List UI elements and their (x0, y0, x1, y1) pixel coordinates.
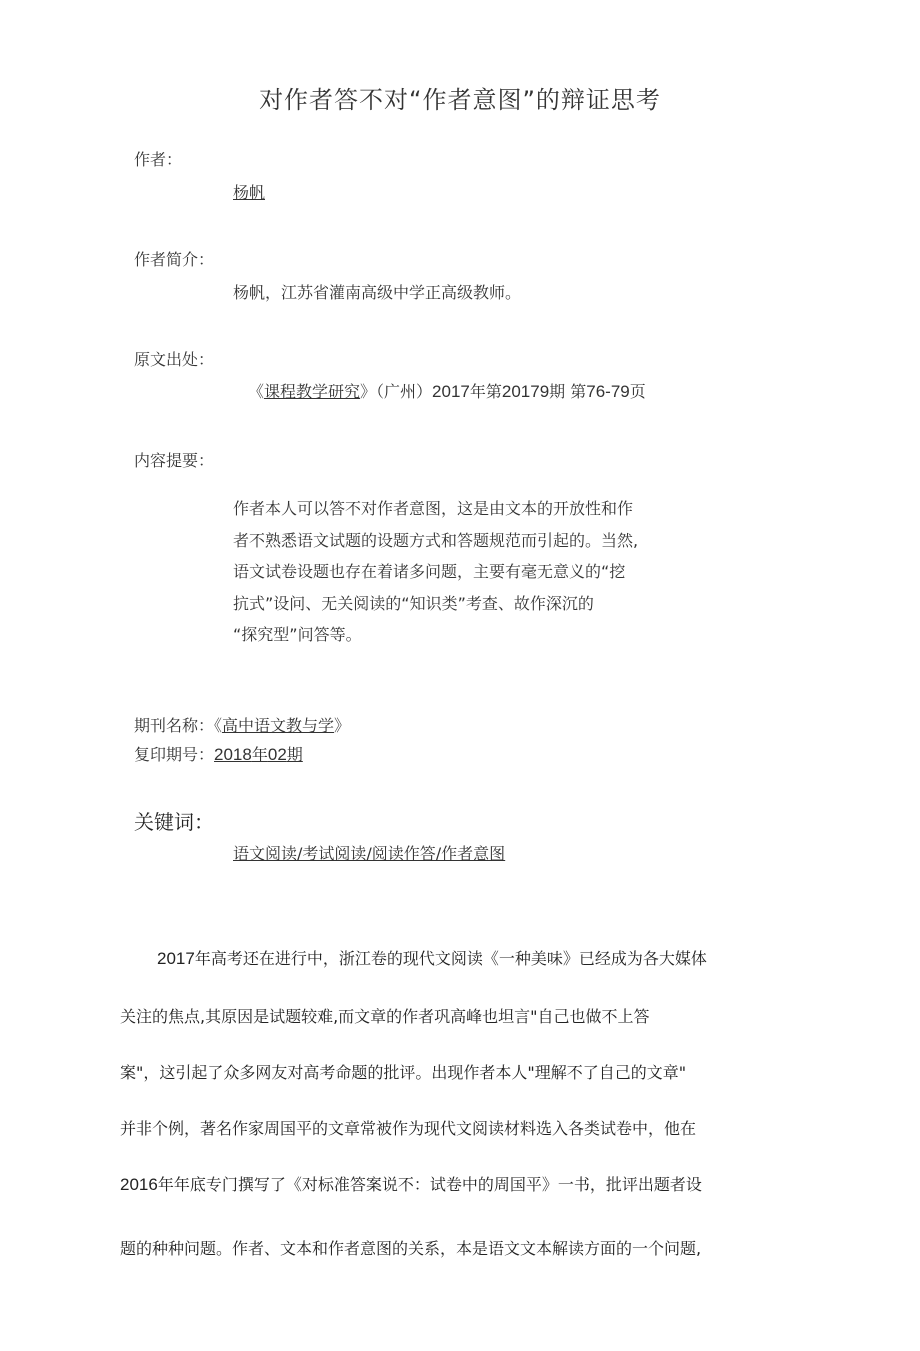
reprint-row (134, 742, 303, 765)
author-label: 作者： (134, 150, 183, 169)
source-city: 》（广州） (360, 382, 433, 401)
author-intro-text: 杨帆，江苏省灌南高级中学正高级教师。 (233, 283, 522, 302)
keywords-link[interactable]: 语文阅读/考试阅读/阅读作答/作者意图 (233, 844, 506, 863)
body-line-5-text: 年年底专门撰写了《对标准答案说不：试卷中的周国平》一书，批评出题者设 (157, 1175, 702, 1194)
source-text-c: 期 第 (549, 382, 587, 401)
summary-text (233, 493, 638, 651)
source-journal-link[interactable]: 课程教学研究 (264, 382, 361, 401)
reprint-issue-link[interactable] (214, 745, 303, 764)
body-line-1-text: 年高考还在进行中，浙江卷的现代文阅读《一种美味》已经成为各大媒体 (194, 949, 707, 968)
source-year: 2017 (432, 382, 470, 401)
author-intro-label: 作者简介： (134, 250, 215, 269)
source-text-d: 页 (629, 382, 646, 401)
body-year-2016: 2016 (120, 1175, 158, 1194)
periodical-row (134, 713, 350, 736)
source-issue: 20179 (501, 382, 550, 401)
source-text-b: 年第 (469, 382, 502, 401)
author-name-link[interactable]: 杨帆 (233, 183, 266, 202)
reprint-num: 02 (267, 745, 287, 764)
source-open-quote: 《 (248, 382, 265, 401)
source-label: 原文出处： (134, 350, 215, 369)
reprint-year: 2018 (214, 745, 252, 764)
body-line-2: 关注的焦点,其原因是试题较难,而文章的作者巩高峰也坦言"自己也做不上答 (120, 1007, 650, 1026)
body-line-1 (157, 946, 707, 969)
source-pages: 76-79 (586, 382, 630, 401)
summary-line: 作者本人可以答不对作者意图，这是由文本的开放性和作 (233, 499, 634, 518)
summary-line: 抗式”设问、无关阅读的“知识类”考查、故作深沉的 (233, 593, 594, 613)
periodical-label: 期刊名称： (134, 716, 215, 735)
body-line-3: 案"，这引起了众多网友对高考命题的批评。出现作者本人"理解不了自己的文章" (120, 1063, 687, 1082)
document-title: 对作者答不对“作者意图”的辩证思考 (259, 86, 661, 114)
summary-label: 内容提要： (134, 451, 215, 470)
periodical-close-quote: 》 (334, 716, 351, 735)
reprint-qi: 期 (286, 745, 303, 764)
reprint-label: 复印期号： (134, 745, 215, 764)
body-line-6: 题的种种问题。作者、文本和作者意图的关系，本是语文文本解读方面的一个问题, (120, 1239, 702, 1258)
summary-line: 者不熟悉语文试题的设题方式和答题规范而引起的。当然, (233, 530, 639, 550)
summary-line: 语文试卷设题也存在着诸多问题，主要有毫无意义的“挖 (233, 562, 626, 581)
summary-line: “探究型”问答等。 (233, 625, 362, 644)
body-line-4: 并非个例，著名作家周国平的文章常被作为现代文阅读材料选入各类试卷中，他在 (120, 1119, 697, 1138)
periodical-open-quote: 《 (214, 716, 223, 735)
body-year-2017: 2017 (157, 949, 195, 968)
source-citation (248, 379, 646, 402)
body-line-5 (120, 1172, 702, 1195)
periodical-name-link[interactable]: 高中语文教与学 (222, 716, 335, 735)
reprint-nian: 年 (251, 745, 268, 764)
keywords-label: 关键词： (134, 810, 214, 834)
